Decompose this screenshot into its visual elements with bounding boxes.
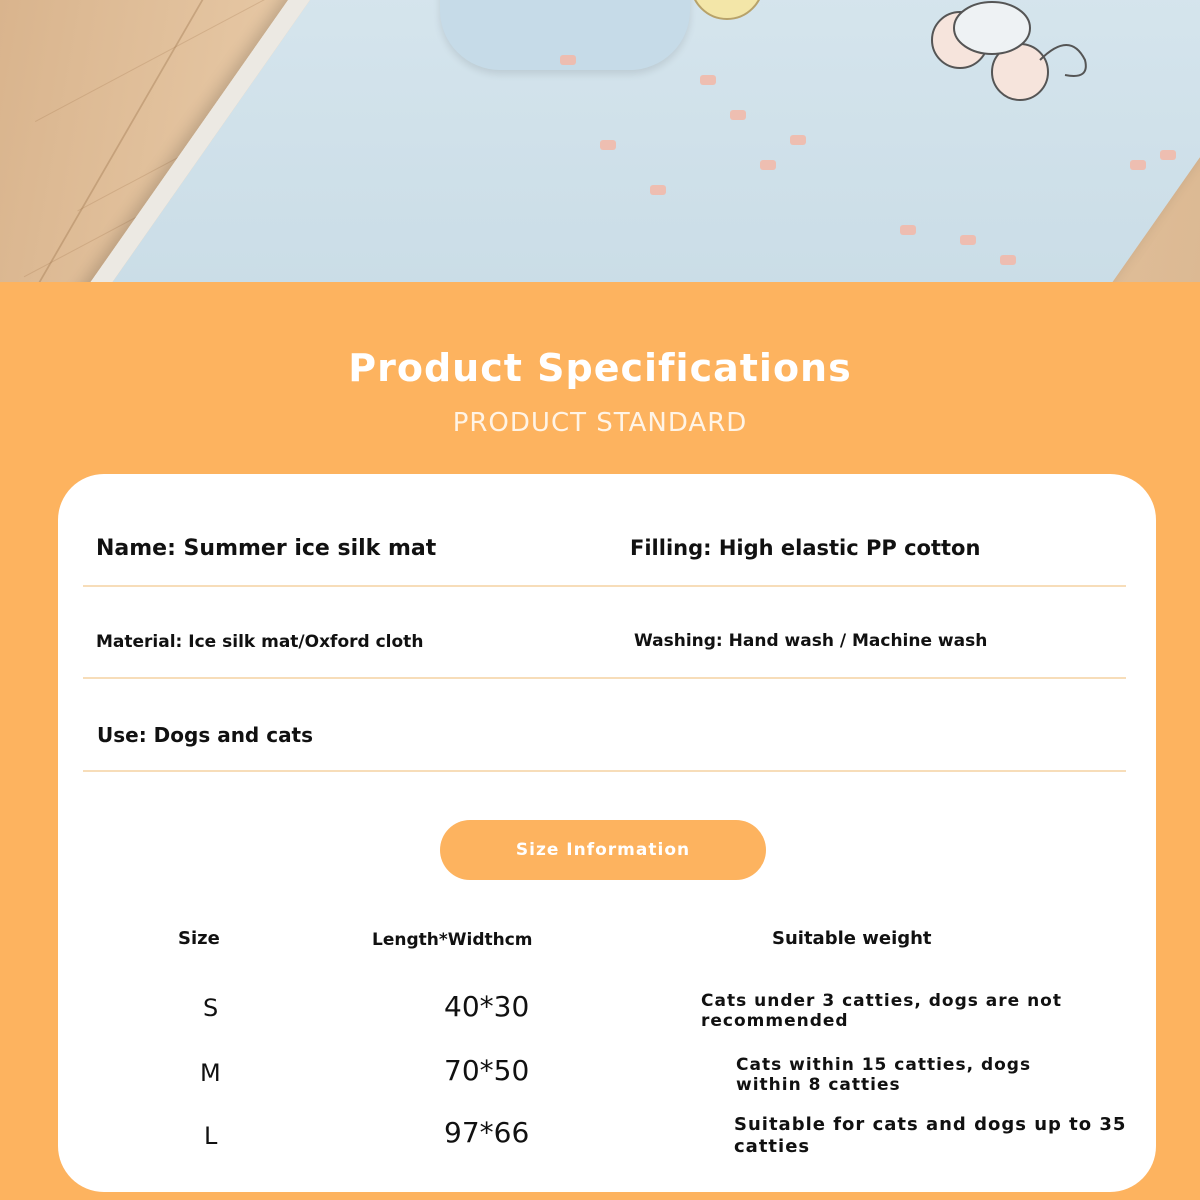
divider: [83, 677, 1126, 679]
size-cell: S: [203, 994, 219, 1022]
spec-use: Use: Dogs and cats: [97, 723, 314, 747]
spec-filling: Filling: High elastic PP cotton: [630, 536, 981, 560]
product-photo: [0, 0, 1200, 282]
weight-column-header: Suitable weight: [772, 928, 932, 949]
weight-cell: Suitable for cats and dogs up to 35 catties: [734, 1114, 1127, 1157]
divider: [83, 770, 1126, 772]
size-column-header: Size: [178, 928, 220, 949]
section-subtitle: PRODUCT STANDARD: [452, 408, 748, 438]
size-information-button[interactable]: Size Information: [440, 820, 766, 880]
dimensions-column-header: Length*Widthcm: [372, 930, 533, 950]
dimensions-cell: 97*66: [444, 1116, 530, 1149]
divider: [83, 585, 1126, 587]
spec-card: [58, 474, 1156, 1192]
size-cell: L: [204, 1122, 218, 1150]
spec-material: Material: Ice silk mat/Oxford cloth: [96, 632, 424, 652]
size-cell: M: [200, 1059, 221, 1087]
weight-cell: Cats under 3 catties, dogs are not recommended: [701, 991, 1062, 1031]
weight-cell: Cats within 15 catties, dogs within 8 catties: [736, 1055, 1032, 1095]
dimensions-cell: 70*50: [444, 1054, 530, 1087]
spec-name: Name: Summer ice silk mat: [96, 536, 437, 561]
spec-washing: Washing: Hand wash / Machine wash: [634, 631, 988, 651]
dimensions-cell: 40*30: [444, 990, 530, 1023]
section-title: Product Specifications: [348, 346, 852, 390]
mouse-illustration: [900, 0, 1100, 110]
